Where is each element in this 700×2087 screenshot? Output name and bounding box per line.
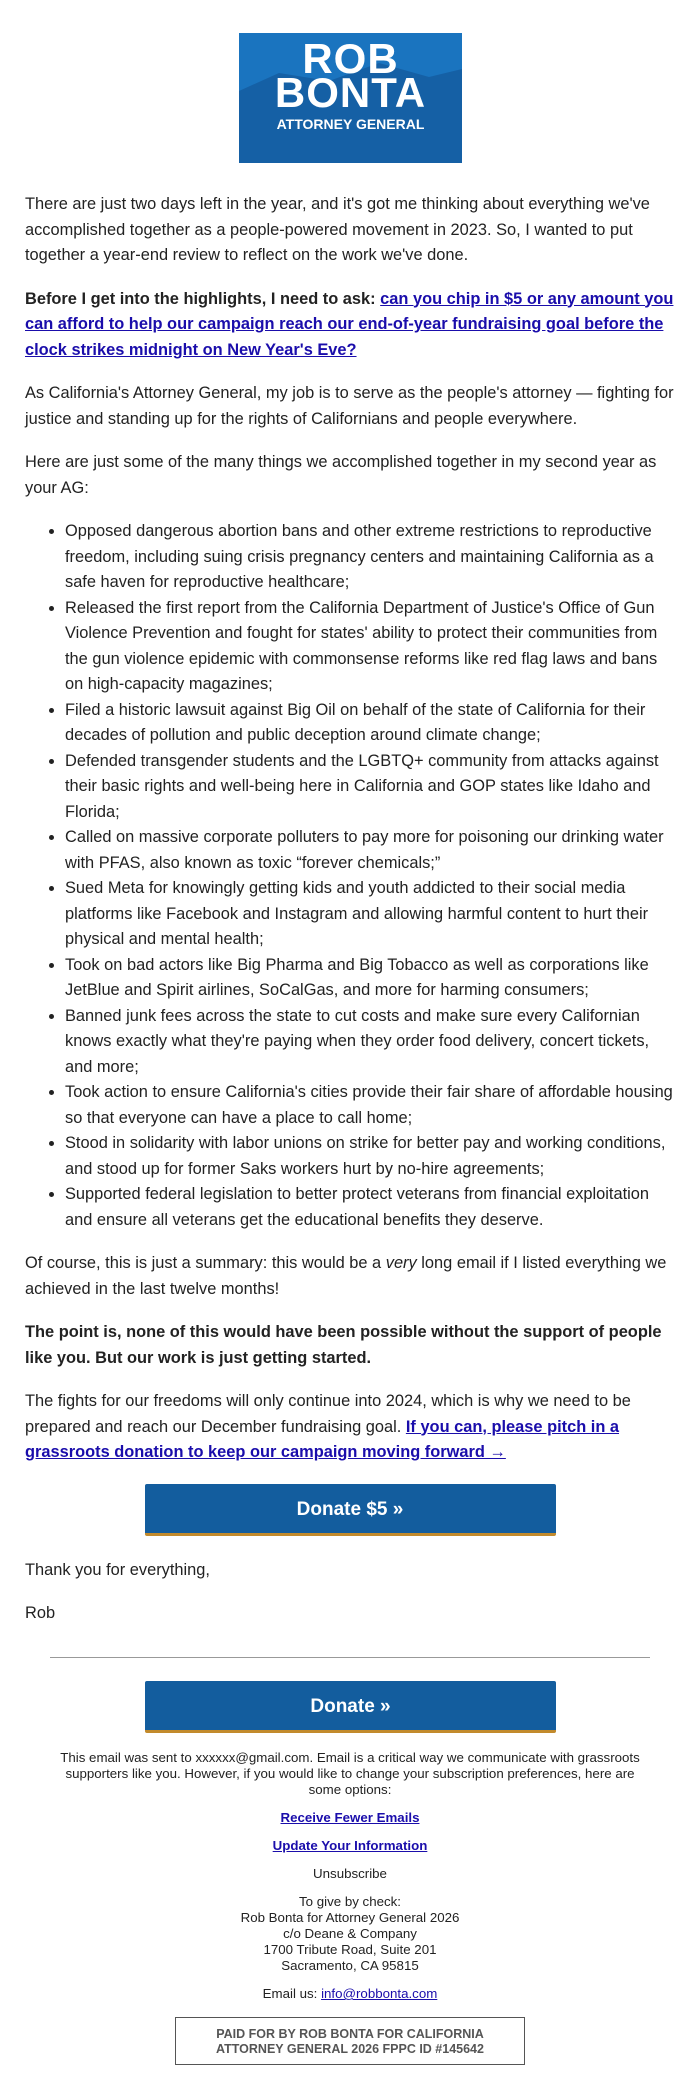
list-item: • Defended transgender students and the LGBTQ+ community from attacks against their basic rights and well-being here in California and GOP states like Idaho and Florida; [65,749,675,826]
list-item: • Supported federal legislation to better protect veterans from financial exploitation and ensure all veterans get the educational benefits they deserve. [65,1182,675,1233]
disclaimer-line-1: PAID FOR BY ROB BONTA FOR CALIFORNIA [216,2027,484,2041]
donate-5-button[interactable]: Donate $5 » [145,1484,556,1536]
accomplishments-list [25,519,675,1233]
summary-emphasis: very [385,1254,417,1272]
thanks-line: Thank you for everything, [25,1560,210,1579]
email-body [25,192,675,1645]
contact-email-link[interactable]: info@robbonta.com [321,1986,438,2001]
intro-paragraph: There are just two days left in the year, and it's got me thinking about everything we've accomplished together as a people-powered movement in 2023. So, I wanted to put together a year-end review to reflect on the work we've done. [25,195,650,264]
disclaimer-line-2: ATTORNEY GENERAL 2026 FPPC ID #145642 [216,2042,484,2056]
paid-for-by-disclaimer [175,2017,525,2065]
logo-last-name: BONTA [274,69,427,116]
receive-fewer-emails-link[interactable]: Receive Fewer Emails [280,1810,420,1825]
list-item: • Opposed dangerous abortion bans and other extreme restrictions to reproductive freedom, including suing crisis pregnancy centers and maintaining California as a safe haven for reproductive healthcare; [65,519,675,596]
logo-subtitle: ATTORNEY GENERAL [276,116,425,132]
check-payee: Rob Bonta for Attorney General 2026 [240,1910,460,1925]
summary-paragraph [25,1251,675,1302]
email-footer [60,1750,640,2014]
signature: Rob [25,1604,56,1622]
check-city: Sacramento, CA 95815 [281,1958,419,1973]
fewer-emails-row [60,1810,640,1826]
check-care-of: c/o Deane & Company [283,1926,417,1941]
accomplishments-intro: Here are just some of the many things we accomplished together in my second year as your AG: [25,453,657,497]
update-information-link[interactable]: Update Your Information [272,1838,428,1853]
fights-text: The fights for our freedoms will only continue into 2024, which is why we need to be prepared and reach our December fundraising goal. [25,1392,631,1436]
unsubscribe-link[interactable]: Unsubscribe [313,1866,387,1881]
role-paragraph: As California's Attorney General, my job is to serve as the people's attorney — fighting for justice and standing up for the rights of Californians and people everywhere. [25,384,674,428]
update-info-row [60,1838,640,1854]
contact-email-row [60,1986,640,2002]
fights-paragraph [25,1389,675,1466]
list-item: • Took on bad actors like Big Pharma and Big Tobacco as well as corporations like JetBlue and Spirit airlines, SoCalGas, and more for harming consumers; [65,953,675,1004]
list-item: • Called on massive corporate polluters to pay more for poisoning our drinking water with PFAS, also known as toxic “forever chemicals;” [65,825,675,876]
footer-divider [50,1657,650,1658]
list-item: • Released the first report from the California Department of Justice's Office of Gun Violence Prevention and fought for states' ability to protect their communities from the gun violence epidemic with commonsense reforms like red flag laws and bans on high-capacity magazines; [65,596,675,698]
check-street: 1700 Tribute Road, Suite 201 [263,1942,437,1957]
check-intro: To give by check: [299,1894,401,1909]
chip-in-link[interactable]: can you chip in $5 or any amount you can afford to help our campaign reach our end-of-year fundraising goal before the clock strikes midnight on New Year's Eve? [25,289,674,359]
ask-paragraph [25,287,675,364]
logo-first-name: ROB [302,35,399,82]
list-item: • Filed a historic lawsuit against Big Oil on behalf of the state of California for their decades of pollution and public deception around climate change; [65,698,675,749]
donate-button[interactable]: Donate » [145,1681,556,1733]
check-address [60,1894,640,1974]
ask-lead: Before I get into the highlights, I need to ask: [25,289,376,308]
support-paragraph: The point is, none of this would have been possible without the support of people like you. But our work is just getting started. [25,1323,662,1367]
list-item: • Banned junk fees across the state to cut costs and make sure every Californian knows exactly what they're paying when they order food delivery, concert tickets, and more; [65,1004,675,1081]
subscription-notice: This email was sent to xxxxxx@gmail.com. Email is a critical way we communicate with grassroots supporters like you. However, if you would like to change your subscription preferences, here are some options: [60,1750,640,1797]
summary-part-b: long email if I listed everything we achieved in the last twelve months! [25,1254,667,1298]
campaign-logo [239,33,462,163]
summary-part-a: Of course, this is just a summary: this would be a [25,1254,382,1272]
list-item: • Took action to ensure California's cities provide their fair share of affordable housing so that everyone can have a place to call home; [65,1080,675,1131]
grassroots-donation-link[interactable]: If you can, please pitch in a grassroots donation to keep our campaign moving forward → [25,1417,620,1461]
list-item: • Stood in solidarity with labor unions on strike for better pay and working conditions, and stood up for former Saks workers hurt by no-hire agreements; [65,1131,675,1182]
email-label: Email us: [262,1986,318,2001]
list-item: • Sued Meta for knowingly getting kids and youth addicted to their social media platforms like Facebook and Instagram and allowing harmful content to hurt their physical and mental health; [65,876,675,953]
